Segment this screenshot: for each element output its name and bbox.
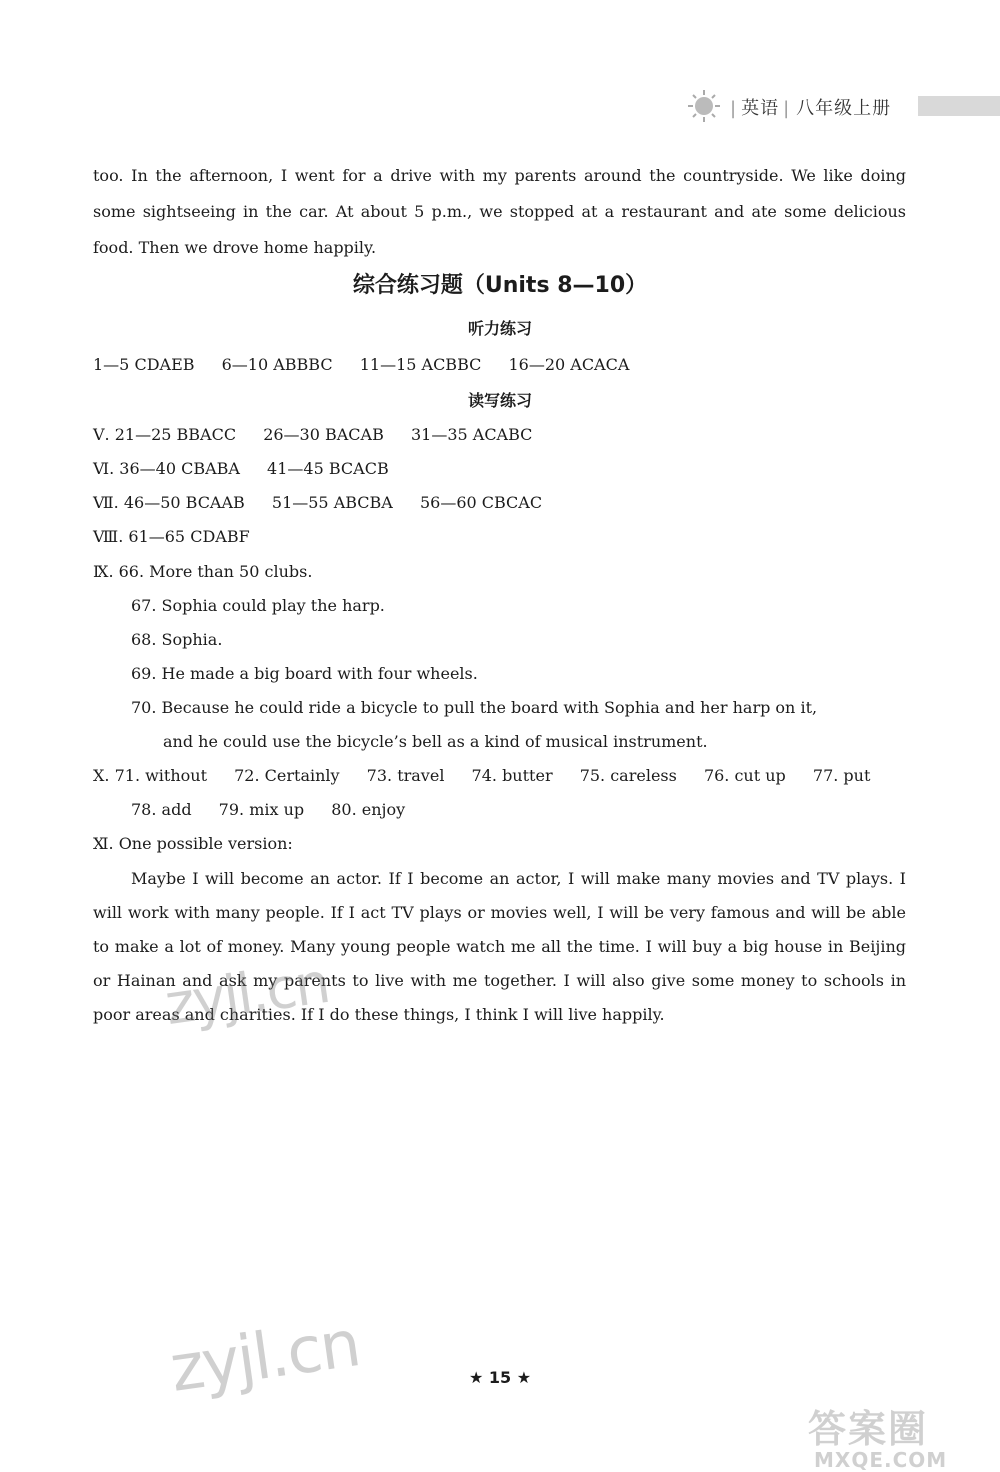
answer-row-7: [93, 493, 564, 512]
corner-watermark-logo: 答案圈: [808, 1407, 929, 1451]
watermark-small: zyjl.cn: [161, 950, 333, 1039]
header-separator-2: |: [783, 98, 791, 119]
answer-group: 46—50 BCAAB: [123, 493, 245, 512]
watermark-big: zyjl.cn: [165, 1307, 364, 1407]
answer-group: 61—65 CDABF: [128, 527, 250, 546]
intro-paragraph: too. In the afternoon, I went for a drive with my parents around the countryside. We like doing some sightseeing in the car. At about 5 p.m., we stopped at a restaurant and ate some delicious food. Then we drove home happily.: [93, 166, 906, 257]
answer-group: 1—5 CDAEB: [93, 355, 195, 374]
answer-word: 72. Certainly: [234, 766, 340, 785]
sun-logo-icon: [686, 88, 722, 124]
answer-group: 16—20 ACACA: [508, 355, 630, 374]
answer-group: 51—55 ABCBA: [271, 493, 393, 512]
answer-group: 31—35 ACABC: [410, 425, 533, 444]
answer-item: 68. Sophia.: [131, 630, 223, 649]
answer-group: 56—60 CBCAC: [419, 493, 543, 512]
corner-watermark-url: MXQE.COM: [814, 1448, 948, 1472]
page-header: [686, 86, 1000, 126]
listening-title: 听力练习: [467, 319, 532, 338]
header-separator: |: [730, 98, 738, 119]
listening-answers: [93, 355, 651, 374]
header-grade: 八年级上册: [796, 98, 892, 119]
row-numeral: Ⅺ.: [93, 834, 114, 853]
answer-word: 79. mix up: [218, 800, 305, 819]
row-numeral: Ⅹ.: [93, 766, 110, 785]
answer-group: 11—15 ACBBC: [359, 355, 482, 374]
corner-watermark: [808, 1398, 993, 1472]
row-numeral: Ⅵ.: [93, 459, 115, 478]
header-subject: 英语: [741, 98, 780, 119]
answer-item: 69. He made a big board with four wheels.: [131, 664, 478, 683]
section-9-numeral-line: [93, 562, 312, 581]
answer-item: 66. More than 50 clubs.: [118, 562, 313, 581]
answer-word: 76. cut up: [703, 766, 786, 785]
section-title: 综合练习题（Units 8—10）: [352, 273, 648, 298]
header-bar: [918, 96, 1000, 116]
row-numeral: Ⅸ.: [93, 562, 114, 581]
answer-row-6: [93, 459, 411, 478]
answer-word: 78. add: [131, 800, 192, 819]
answer-group: 21—25 BBACC: [114, 425, 237, 444]
row-numeral: Ⅴ.: [93, 425, 110, 444]
sample-essay: Maybe I will become an actor. If I become an actor, I will make many movies and TV plays. I will work with many people. If I act TV plays or movies well, I will be very famous and will be able to make a lot of money. Many young people watch me all the time. I will buy a big house in Beijing or Hainan and ask my parents to live with me together. I will also give some money to schools in poor areas and charities. If I do these things, I think I will live happily.: [93, 869, 906, 1024]
section-11-label-line: [93, 834, 293, 853]
section-10-line-2: [131, 800, 427, 819]
section-10-line-1: [93, 766, 870, 785]
row-numeral: Ⅷ.: [93, 527, 124, 546]
answer-row-8: [93, 527, 272, 546]
answer-word: 80. enjoy: [331, 800, 406, 819]
answer-item: 70. Because he could ride a bicycle to pull the board with Sophia and her harp on it,: [131, 698, 818, 717]
header-text: [726, 94, 891, 120]
answer-word: 73. travel: [366, 766, 445, 785]
answer-item-continuation: and he could use the bicycle’s bell as a kind of musical instrument.: [163, 732, 708, 751]
version-label: One possible version:: [118, 834, 293, 853]
answer-item: 67. Sophia could play the harp.: [131, 596, 385, 615]
answer-word: 74. butter: [471, 766, 553, 785]
answer-word: 71. without: [114, 766, 208, 785]
answer-group: 36—40 CBABA: [119, 459, 240, 478]
answer-group: 6—10 ABBBC: [221, 355, 333, 374]
answer-group: 41—45 BCACB: [267, 459, 389, 478]
reading-writing-title: 读写练习: [467, 391, 532, 410]
answer-word: 75. careless: [579, 766, 677, 785]
row-numeral: Ⅶ.: [93, 493, 119, 512]
answer-word: 77. put: [812, 766, 871, 785]
answer-row-5: [93, 425, 554, 444]
page-number: ★ 15 ★: [468, 1368, 532, 1387]
answer-group: 26—30 BACAB: [263, 425, 384, 444]
